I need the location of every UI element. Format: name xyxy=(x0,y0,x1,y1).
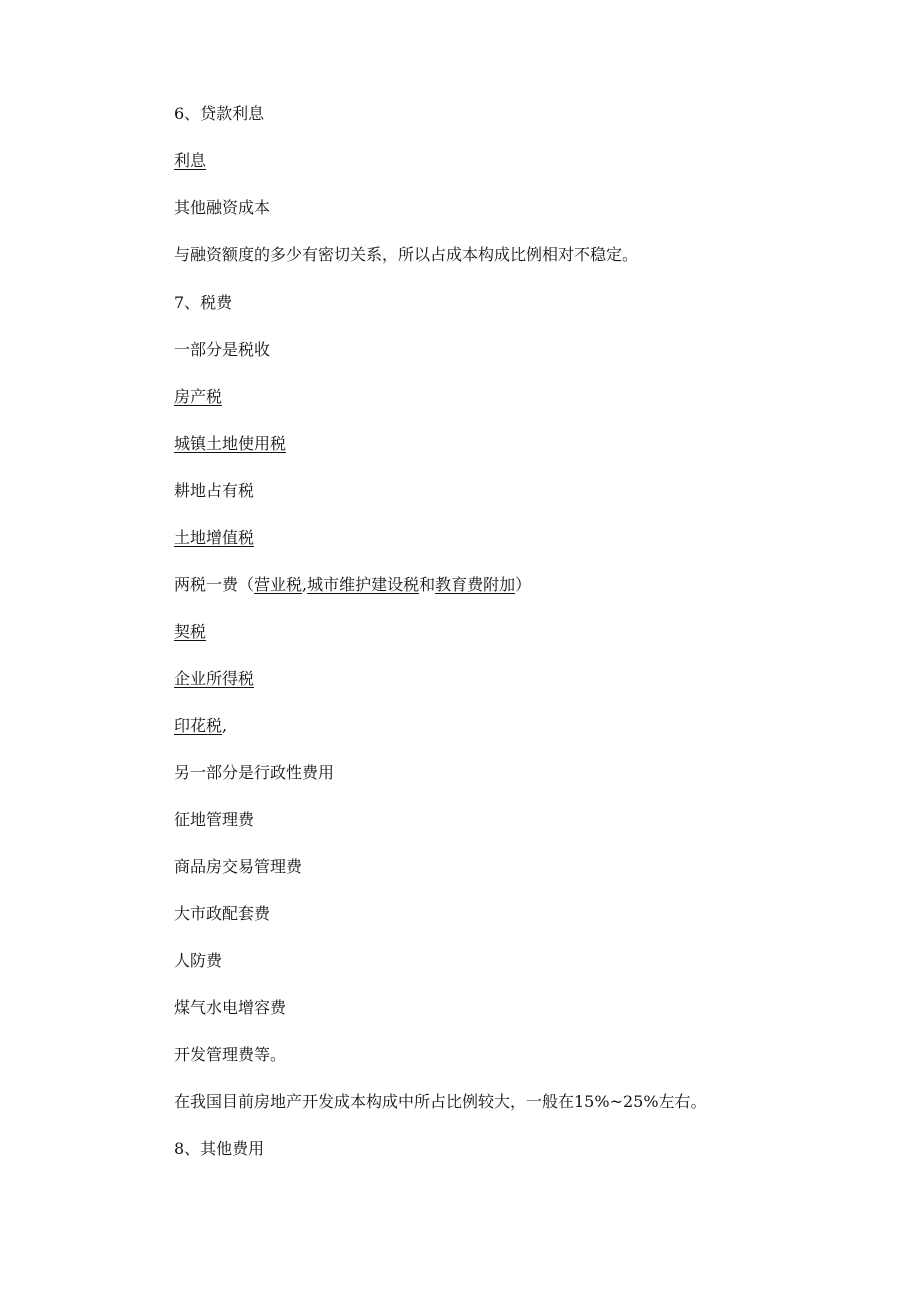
link-property-tax[interactable]: 房产税 xyxy=(174,387,223,406)
link-stamp-tax[interactable]: 印花税 xyxy=(174,716,223,735)
text-civil-defense-fee: 人防费 xyxy=(174,951,223,970)
two-tax-suffix: ） xyxy=(515,575,532,594)
link-land-value-added-tax[interactable]: 土地增值税 xyxy=(174,528,255,547)
heading-other-fees: 8、其他费用 xyxy=(174,1139,265,1158)
text-land-acquisition-fee: 征地管理费 xyxy=(174,810,255,829)
text-taxes-part: 一部分是税收 xyxy=(174,340,271,359)
stamp-tax-suffix: , xyxy=(222,716,228,735)
heading-taxes-fees: 7、税费 xyxy=(174,293,233,312)
link-urban-land-use-tax[interactable]: 城镇土地使用税 xyxy=(174,434,287,453)
two-tax-separator-2: 和 xyxy=(419,575,436,594)
text-development-management-fee: 开发管理费等。 xyxy=(174,1045,287,1064)
text-utility-capacity-fee: 煤气水电增容费 xyxy=(174,998,287,1017)
two-tax-separator-1: , xyxy=(302,575,308,594)
text-other-financing-cost: 其他融资成本 xyxy=(174,198,271,217)
heading-loan-interest: 6、贷款利息 xyxy=(174,104,265,123)
link-enterprise-income-tax[interactable]: 企业所得税 xyxy=(174,669,255,688)
text-housing-transaction-fee: 商品房交易管理费 xyxy=(174,857,303,876)
text-two-taxes-one-fee xyxy=(174,575,531,595)
link-urban-maintenance-tax[interactable]: 城市维护建设税 xyxy=(307,575,420,594)
text-municipal-supporting-fee: 大市政配套费 xyxy=(174,904,271,923)
text-farmland-occupation-tax: 耕地占有税 xyxy=(174,481,255,500)
text-cost-proportion-note: 在我国目前房地产开发成本构成中所占比例较大，一般在15%~25%左右。 xyxy=(174,1092,707,1111)
two-tax-prefix: 两税一费（ xyxy=(174,575,255,594)
text-administrative-fees: 另一部分是行政性费用 xyxy=(174,763,335,782)
text-financing-note: 与融资额度的多少有密切关系，所以占成本构成比例相对不稳定。 xyxy=(174,245,639,264)
link-interest[interactable]: 利息 xyxy=(174,151,207,170)
text-stamp-tax-line xyxy=(174,716,227,736)
link-deed-tax[interactable]: 契税 xyxy=(174,622,207,641)
link-education-surcharge[interactable]: 教育费附加 xyxy=(435,575,516,594)
link-business-tax[interactable]: 营业税 xyxy=(254,575,303,594)
